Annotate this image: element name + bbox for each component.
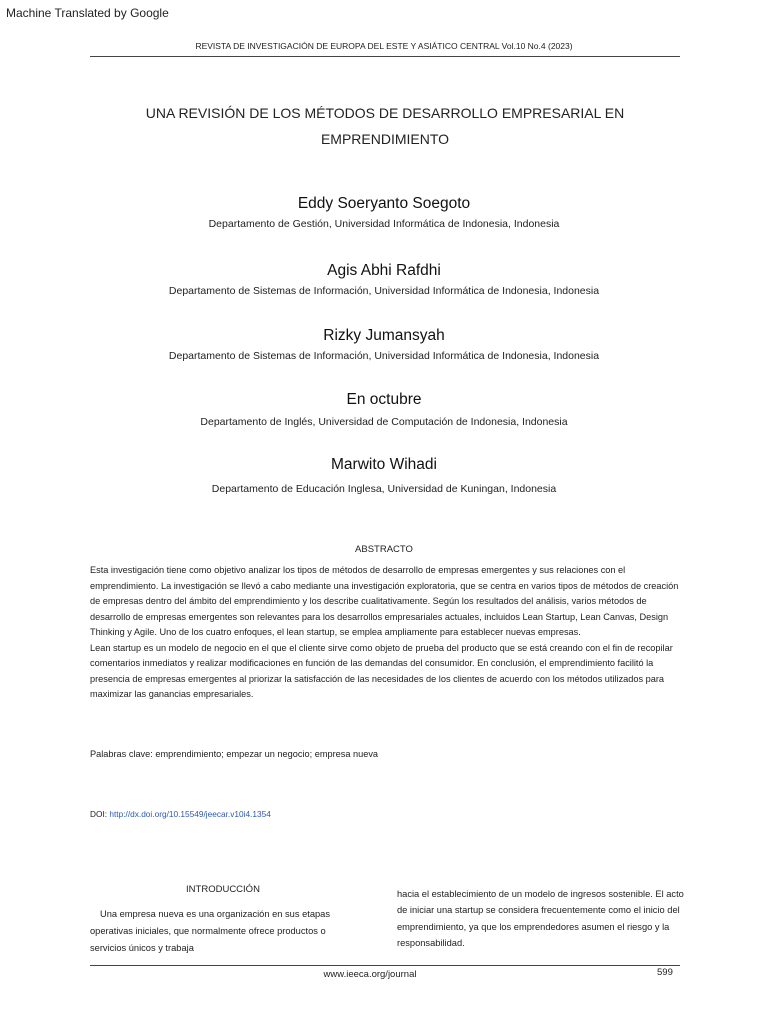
doi-label: DOI: xyxy=(90,809,110,819)
paper-title-line-2: EMPRENDIMIENTO xyxy=(320,131,450,147)
introduction-right-column xyxy=(397,886,687,951)
introduction-heading: INTRODUCCIÓN xyxy=(186,884,260,895)
journal-header: REVISTA DE INVESTIGACIÓN DE EUROPA DEL ESTE Y ASIÁTICO CENTRAL Vol.10 No.4 (2023) xyxy=(195,41,573,51)
abstract-paragraph: Esta investigación tiene como objetivo analizar los tipos de métodos de desarrollo de empresas emergentes y sus relaciones con el emprendimiento. La investigación se llevó a cabo mediante una investigación exploratoria, que se centra en varios tipos de métodos de creación de empresas dentro del ámbito del emprendimiento y los describe cualitativamente. Según los resultados del análisis, varios métodos de desarrollo de empresas emergentes son relevantes para los desarrollos empresariales actuales, incluidos Lean Startup, Lean Canvas, Design Thinking y Agile. Uno de los cuatro enfoques, el lean startup, se emplea ampliamente para establecer nuevas empresas. xyxy=(90,565,679,637)
introduction-paragraph: hacia el establecimiento de un modelo de ingresos sostenible. El acto de iniciar una startup se considera frecuentemente como el inicio del emprendimiento, ya que los emprendedores asumen el riesgo y la responsabilidad. xyxy=(397,889,684,948)
author-affiliation: Departamento de Sistemas de Información, Universidad Informática de Indonesia, Indonesia xyxy=(168,285,600,297)
abstract-heading: ABSTRACTO xyxy=(355,544,413,555)
author-name: En octubre xyxy=(346,391,422,408)
author-affiliation: Departamento de Educación Inglesa, Universidad de Kuningan, Indonesia xyxy=(211,483,557,495)
author-name: Rizky Jumansyah xyxy=(323,327,445,344)
author-affiliation: Departamento de Inglés, Universidad de Computación de Indonesia, Indonesia xyxy=(200,416,568,428)
keywords: Palabras clave: emprendimiento; empezar un negocio; empresa nueva xyxy=(90,749,379,759)
page-number: 599 xyxy=(657,967,673,978)
paper-title-line-1: UNA REVISIÓN DE LOS MÉTODOS DE DESARROLLO EMPRESARIAL EN xyxy=(145,105,625,121)
header-divider xyxy=(90,56,680,57)
introduction-left-column xyxy=(90,906,360,957)
author-name: Eddy Soeryanto Soegoto xyxy=(297,195,471,212)
author-name: Agis Abhi Rafdhi xyxy=(327,262,441,279)
doi xyxy=(90,809,271,819)
author-affiliation: Departamento de Sistemas de Información, Universidad Informática de Indonesia, Indonesia xyxy=(168,350,600,362)
abstract-body xyxy=(90,563,682,703)
doi-link[interactable]: http://dx.doi.org/10.15549/jeecar.v10i4.1354 xyxy=(109,809,271,819)
machine-translation-banner: Machine Translated by Google xyxy=(6,6,169,20)
author-affiliation: Departamento de Gestión, Universidad Informática de Indonesia, Indonesia xyxy=(208,218,560,230)
footer-divider xyxy=(90,965,680,966)
author-name: Marwito Wihadi xyxy=(331,456,437,473)
introduction-paragraph: Una empresa nueva es una organización en sus etapas operativas iniciales, que normalmente ofrece productos o servicios únicos y trabaja xyxy=(90,909,330,953)
paper-title xyxy=(110,100,660,152)
footer-url: www.ieeca.org/journal xyxy=(323,969,417,980)
abstract-paragraph: Lean startup es un modelo de negocio en el que el cliente sirve como objeto de prueba del producto que se está creando con el fin de recopilar comentarios inmediatos y realizar modificaciones en función de las demandas del consumidor. En conclusión, el emprendimiento facilitó la presencia de empresas emergentes al priorizar la satisfacción de las necesidades de los clientes de acuerdo con los métodos utilizados para maximizar las ganancias empresariales. xyxy=(90,642,673,699)
